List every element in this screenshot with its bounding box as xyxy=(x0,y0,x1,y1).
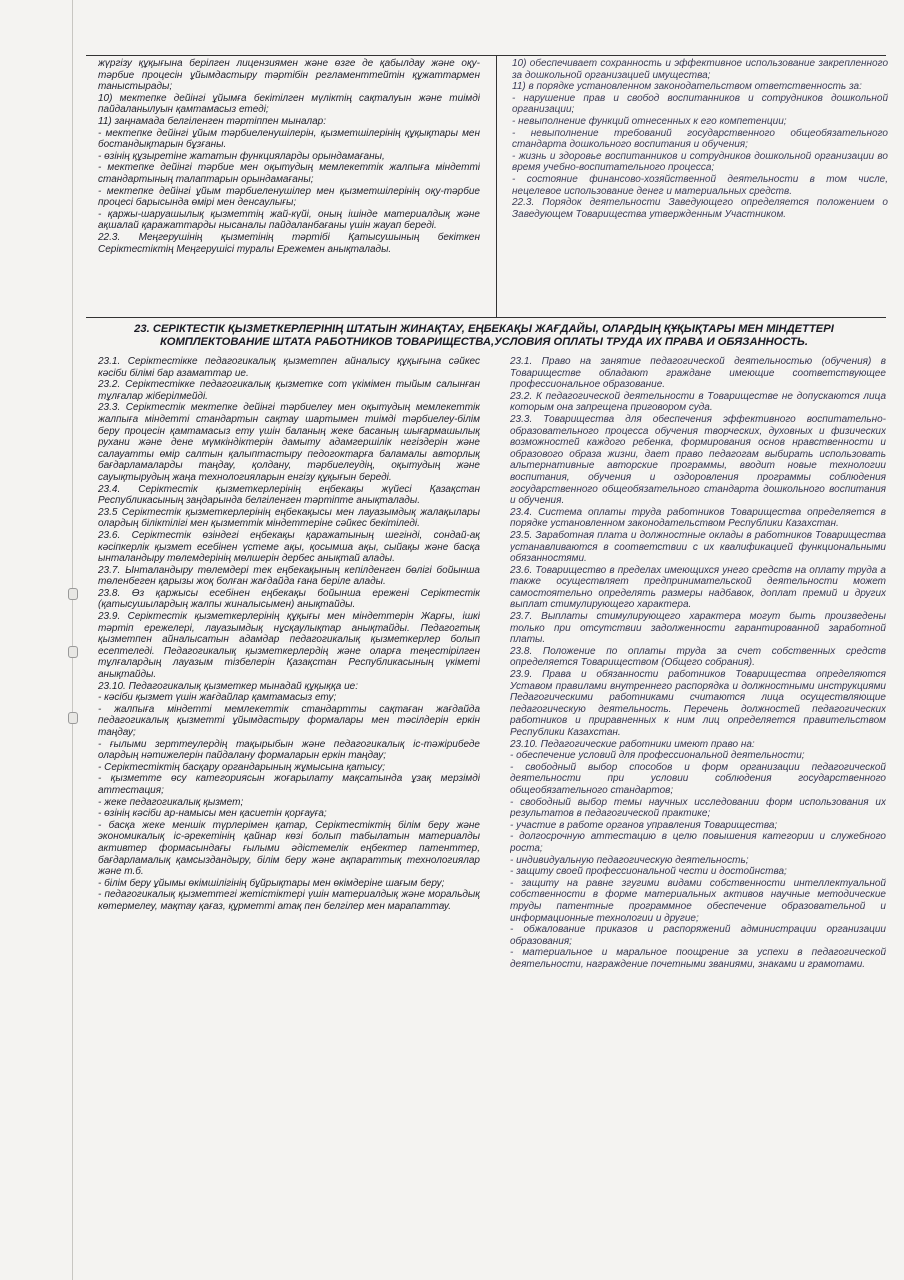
list-item: - материальное и маральное поощрение за успехи в педагогической деятельности, награждение почетными званиями, знаками и грамотами. xyxy=(510,947,886,970)
binding-hole xyxy=(68,588,78,600)
section-title-russian: КОМПЛЕКТОВАНИЕ ШТАТА РАБОТНИКОВ ТОВАРИЩЕСТВА,УСЛОВИЯ ОПЛАТЫ ТРУДА ИХ ПРАВА И ОБЯЗАННОСТЬ. xyxy=(160,336,808,348)
list-item: - обжалование приказов и распоряжений администрации организации образования; xyxy=(510,924,886,947)
paragraph: - жизнь и здоровье воспитанников и сотрудников дошкольной организации во время учебно-воспитательного процесса; xyxy=(512,150,888,174)
list-item: - ғылыми зерттеулердің тақырыбын және педагогикалық іс-тәжірибеде олардың нәтижелерін пайдалану формаларын еркін таңдау; xyxy=(98,738,480,762)
list-item: - долгосрочную аттестацию в целю повышения категории и служебного роста; xyxy=(510,831,886,854)
paragraph: - нарушение прав и свобод воспитанников и сотрудников дошкольной организации; xyxy=(512,92,888,116)
paragraph: 23.4. Система оплаты труда работников Товарищества определяется в порядке установленном законодательством Республики Казахстан. xyxy=(510,506,886,530)
paragraph: 23.6. Серіктестік өзіндегі еңбекақы қаражатының шегінді, сондай-ақ кәсіпкерлік қызмет есебінен үстеме ақы, қосымша ақы, сыйақы және басқа ынталандыру төлемдерінің мөлшерін дербес анықтай алады. xyxy=(98,529,480,565)
paragraph: 11) в порядке установленном законодательством ответственность за: xyxy=(512,81,862,93)
paragraph: - мектепке дейінгі тәрбие мен оқытудың мемлекеттік жалпыға міндетті стандартының талаптарын орындамағаны; xyxy=(98,162,480,185)
paragraph: 23.2. Серіктестікке педагогикалық қызметке сот үкімімен тыйым салынған тұлғалар жіберілмейді. xyxy=(98,379,480,402)
paragraph: 22.3. Порядок деятельности Заведующего определяется положением о Заведующем Товарищества утвержденным Участником. xyxy=(512,197,888,220)
list-item: - индивидуальную педагогическую деятельность; xyxy=(510,854,749,866)
list-item: - жалпыға міндетті мемлекеттік стандартты сақтаған жағдайда педагогикалық қызметті ұйымдастыру формалары мен тәсілдерін еркін таңдау; xyxy=(98,703,480,738)
bottom-right-column xyxy=(510,356,886,1196)
paragraph: 23.7. Ынталандыру төлемдері тек еңбекақының кепілденген бөлігі бойынша төленбеген қарызы жоқ болған жағдайда ғана беріле алады. xyxy=(98,564,480,588)
paragraph: - невыполнение функций отнесенных к его компетенции; xyxy=(512,115,787,127)
list-item: - кәсіби қызмет үшін жағдайлар қамтамасыз ету; xyxy=(98,692,337,704)
paragraph: 23.10. Педагогикалық қызметкер мынадай құқыққа ие: xyxy=(98,680,358,692)
paragraph: 11) заңнамада белгіленген тәртіппен мыналар: xyxy=(98,115,327,127)
paragraph: 23.7. Выплаты стимулирующего характера могут быть произведены только при отсутствии задолженности гарантированной заработной платы. xyxy=(510,611,886,646)
paragraph: 10) мектепке дейінгі ұйымға бекітілген мүліктің сақталуын және тиімді пайдаланылуын қамтамасыз етеді; xyxy=(98,92,480,116)
list-item: - педагогикалық қызметтегі жетістіктері үшін материалдық және моральдық көтермелеу, мақтау қағаз, құрметті атақ пен белгілер мен марапаттау. xyxy=(98,889,480,912)
paragraph: - қаржы-шаруашылық қызметтің жай-күйі, оның ішінде материалдық және ақшалай қаражаттарды нысаналы пайдаланбағаны үшін жауап береді. xyxy=(98,208,480,232)
top-right-column xyxy=(512,58,888,314)
list-item: - білім беру ұйымы өкімшілігінің бұйрықтары мен өкімдеріне шағым беру; xyxy=(98,877,445,889)
paragraph: 22.3. Меңгерушінің қызметінің тәртібі Қатысушының бекіткен Серіктестіктің Меңгерушісі туралы Ережемен анықталады. xyxy=(98,231,480,255)
list-item: - участие в работе органов управления Товарищества; xyxy=(510,819,778,831)
paragraph: 23.1. Серіктестікке педагогикалық қызметпен айналысу құқығына сәйкес кәсіби білімі бар азаматтар ие. xyxy=(98,356,480,379)
paragraph: 23.2. К педагогической деятельности в Товариществе не допускаются лица которым она запрещена приговором суда. xyxy=(510,390,886,414)
paragraph: 23.3. Товарищества для обеспечения эффективного воспитательно-образовательного процесса обучения творческих, духовных и физических возможностей каждого ребенка, формирования основ нравственности и образового образа жизни, дает право педагогам выбирать использовать альтернативные авторские программы, вводит новые технологии воспитания, обучения и оздоровления программы соблюдения государственного общеобязательного стандарта дошкольного воспитания и обучения. xyxy=(510,413,886,507)
paragraph: 10) обеспечивает сохранность и эффективное использование закрепленного за дошкольной организацией имущества; xyxy=(512,58,888,81)
list-item: - жеке педагогикалық қызмет; xyxy=(98,796,244,808)
binding-hole xyxy=(68,712,78,724)
paragraph: 23.5. Заработная плата и должностные оклады в работников Товарищества устанавливаются в соответствии с их квалификацией функциональными обязанностями. xyxy=(510,529,886,565)
paragraph: - мектепке дейінгі ұйым тәрбиеленушілер мен қызметшілерінің оқу-тәрбие процесі барысында өмірі мен денсаулығы; xyxy=(98,185,480,209)
section-title xyxy=(86,323,882,349)
paragraph: жүргізу құқығына берілген лицензиямен және өзге де қабылдау және оқу-тәрбие процесін ұйымдастыру тәртібін регламенттейтін құжаттармен таныстырады; xyxy=(98,58,480,93)
list-item: - қызметте өсу категориясын жоғарылату мақсатында ұзақ мерзімді аттестация; xyxy=(98,773,480,796)
top-left-column xyxy=(98,58,480,314)
paragraph: 23.8. Өз қаржысы есебінен еңбекақы бойынша ережені Серіктестік (қатысушылардың жалпы жиналысымен) анықтайды. xyxy=(98,587,480,611)
column-divider xyxy=(496,55,497,317)
paragraph: 23.10. Педагогические работники имеют право на: xyxy=(510,738,755,750)
paragraph: 23.9. Серіктестік қызметкерлерінің құқығы мен міндеттерін Жарғы, ішкі тәртіп ережелері, лауазымдық нұсқаулықтар анықтайды. Педагогтық қызметпен айналысатын адамдар педагогикалық қызметкерлер болып есептеледі. Педагогикалық қызметкерлердің және оларға теңестірілген тұлғалардың лауазым тізбелерін Қазақстан Республикасының үкіметі анықтайды. xyxy=(98,611,480,681)
paragraph: - өзінің құзыретіне жататын функцияларды орындамағаны, xyxy=(98,150,385,162)
list-item: - обеспечение условий для профессиональной деятельности; xyxy=(510,750,805,762)
list-item: - защиту своей профессиональной чести и достойнства; xyxy=(510,866,787,878)
paragraph: 23.1. Право на занятие педагогической деятельностью (обучения) в Товариществе обладают граждане имеющие соответствующее профессиональное образование. xyxy=(510,356,886,391)
paragraph: - состояние финансово-хозяйственной деятельности в том числе, нецелевое использование денег и материальных средств. xyxy=(512,173,888,197)
paragraph: 23.9. Права и обязанности работников Товарищества определяются Уставом правилами внутреннего распорядка и должностными инструкциями Педагогическими работниками считаются лица осуществляющие педагогическую деятельность. Перечень должностей педагогических работников и приравненных к ним лиц определяется правительством Республики Казахстан. xyxy=(510,669,886,738)
list-item: - өзінің кәсіби ар-намысы мен қасиетін қорғауға; xyxy=(98,808,327,820)
section-title-kazakh: 23. СЕРІКТЕСТІК ҚЫЗМЕТКЕРЛЕРІНІҢ ШТАТЫН ЖИНАҚТАУ, ЕҢБЕКАҚЫ ЖАҒДАЙЫ, ОЛАРДЫҢ ҚҰҚЫҚТАРЫ МЕН МІНДЕТТЕРІ xyxy=(134,323,834,335)
paragraph: 23.8. Положение по оплаты труда за счет собственных средств определяется Товариществом (Общего собрания). xyxy=(510,645,886,669)
page-fold-line xyxy=(72,0,73,1280)
paragraph: - мектепке дейінгі ұйым тәрбиеленушілерін, қызметшілерінің құқықтары мен бостандықтарын бұзғаны. xyxy=(98,127,480,151)
paragraph: 23.5 Серіктестік қызметкерлерінің еңбекақысы мен лауазымдық жалақылары олардың біліктілігі мен қызметтік міндеттеріне сәйкес бекітіледі. xyxy=(98,506,480,530)
list-item: - свободный выбор способов и форм организации педагогической деятельности при условии соблюдения государственного общеобязательного стандартов; xyxy=(510,761,886,796)
paragraph: 23.6. Товарищество в пределах имеющихся унего средств на оплату труда а также осуществляет предпринимательской деятельности может самостоятельно определять размеры надбавок, доплат премий и других выплат стимулирующего характера. xyxy=(510,564,886,611)
paragraph: 23.4. Серіктестік қызметкерлерінің еңбекақы жүйесі Қазақстан Республикасының заңдарында белгіленген тәртіпте анықталады. xyxy=(98,483,480,507)
section-divider xyxy=(86,317,886,318)
list-item: - Серіктестіктің басқару органдарының жұмысына қатысу; xyxy=(98,761,386,773)
list-item: - басқа жеке меншік түрлерімен қатар, Серіктестіктің білім беру және экономикалық іс-әрекетінің қайнар көзі болып табылатын материалды активтер формасындағы ғылыми әдістемелік еңбектер патенттер, бағдарламалық қамсыздандыру, білім беру және ақпараттық технологиялар және т.б. xyxy=(98,819,480,878)
table-top-border xyxy=(86,55,886,56)
paragraph: 23.3. Серіктестік мектепке дейінгі тәрбиелеу мен оқытудың мемлекеттік жалпыға міндетті стандартын сақтау шартымен тиімді тәрбиелеу-білім беру процесін қамтамасыз ету үшін баланың жеке басаның шығармашылық рухани және дене мүмкіндіктерін дамыту адамгершілік негіздерін және салауатты өмір салтын қалыптастыру педогоктарға баламалы авторлық бағдарламаларды таңдау, қолдану, тәрбиелеудің, оқытудың және сауықтырудың жаңа технологияларын енгізу құқығын береді. xyxy=(98,402,480,483)
paragraph: - невыполнение требований государственного общеобязательного стандарта дошкольного воспитания и обучения; xyxy=(512,127,888,151)
list-item: - свободный выбор темы научных исследовании форм использования их результатов в педагогической практике; xyxy=(510,796,886,820)
list-item: - защиту на равне згугими видами собственности интеллектуальной собственности в форме материальных активов научные методические труды патентные программное обеспечение образовательной и информационные технологии и другие; xyxy=(510,877,886,924)
bottom-left-column xyxy=(98,356,480,1196)
binding-hole xyxy=(68,646,78,658)
